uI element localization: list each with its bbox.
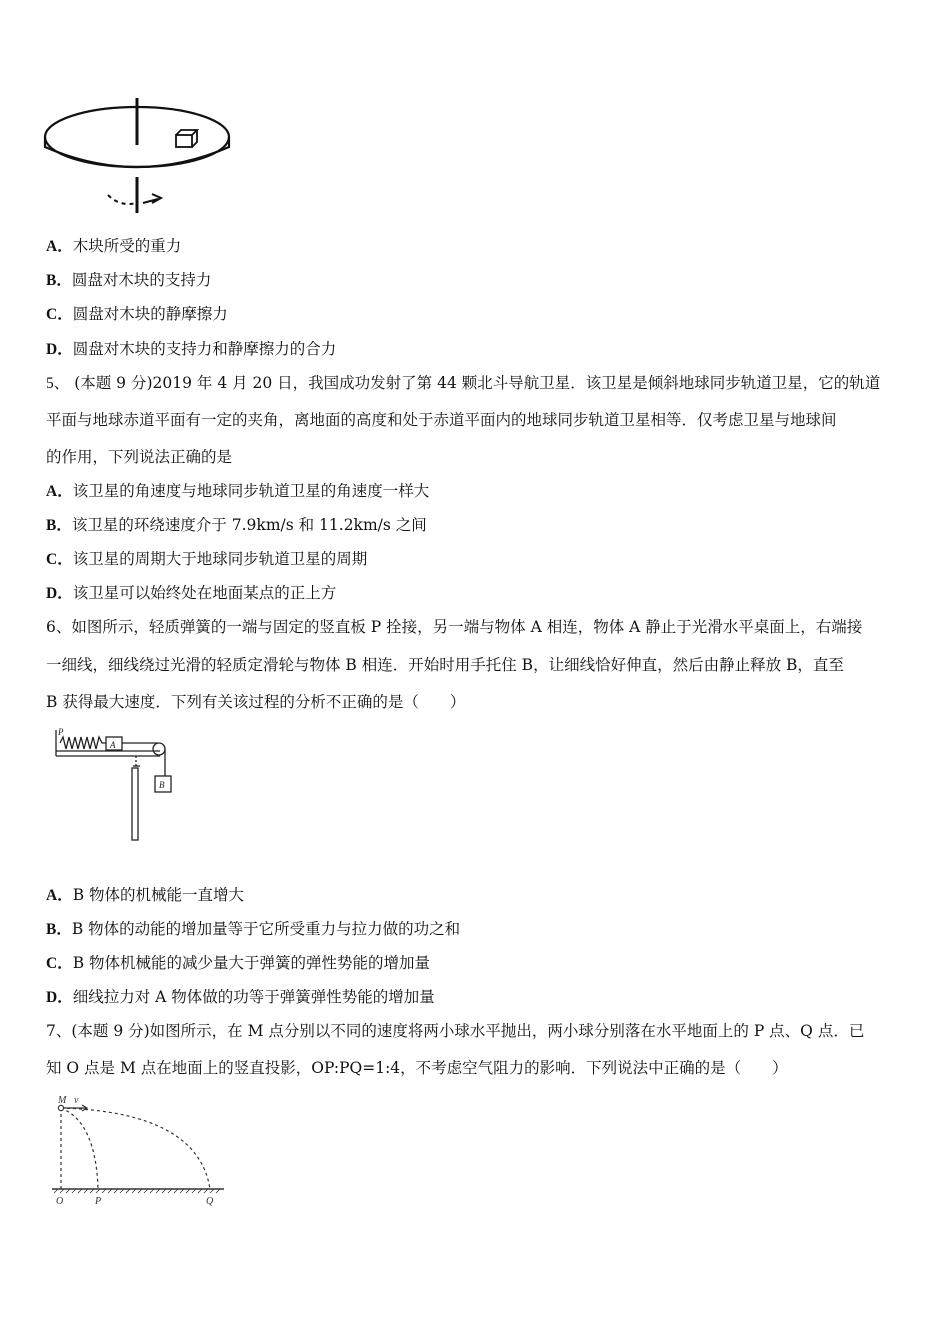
fig7-label-v: v	[74, 1095, 79, 1106]
q6-stem-line-1: 6、如图所示，轻质弹簧的一端与固定的竖直板 P 拴接，另一端与物体 A 相连，物体 A 静止于光滑水平桌面上，右端接	[46, 618, 863, 636]
fig7-label-q: Q	[206, 1196, 214, 1207]
q5-stem-line-1: 5、 (本题 9 分)2019 年 4 月 20 日，我国成功发射了第 44 颗北斗导航卫星．该卫星是倾斜地球同步轨道卫星，它的轨道	[46, 374, 881, 392]
q5-option-a: A．该卫星的角速度与地球同步轨道卫星的角速度一样大	[46, 482, 430, 500]
fig7-label-m: M	[58, 1095, 67, 1106]
fig6-label-a: A	[110, 740, 116, 750]
q4-option-a: A．木块所受的重力	[46, 237, 182, 255]
q7-stem-line-2: 知 O 点是 M 点在地面上的竖直投影，OP:PQ=1:4，不考虑空气阻力的影响．下列说法中正确的是（ ）	[46, 1059, 788, 1077]
fig6-label-b: B	[159, 780, 165, 790]
q5-stem-line-3: 的作用，下列说法正确的是	[46, 448, 233, 466]
q6-option-b: B．B 物体的动能的增加量等于它所受重力与拉力做的功之和	[46, 920, 461, 938]
fig7-label-p: P	[95, 1196, 102, 1207]
fig6-label-p: P	[58, 727, 64, 737]
q5-option-d: D．该卫星可以始终处在地面某点的正上方	[46, 584, 337, 602]
q5-option-b: B．该卫星的环绕速度介于 7.9km/s 和 11.2km/s 之间	[46, 516, 427, 534]
q5-stem-line-2: 平面与地球赤道平面有一定的夹角，离地面的高度和处于赤道平面内的地球同步轨道卫星相等．仅考虑卫星与地球间	[46, 411, 837, 429]
q6-option-a: A．B 物体的机械能一直增大	[46, 886, 245, 904]
q4-option-b: B．圆盘对木块的支持力	[46, 271, 212, 289]
q4-option-d: D．圆盘对木块的支持力和静摩擦力的合力	[46, 340, 337, 358]
q4-option-c: C．圆盘对木块的静摩擦力	[46, 305, 228, 323]
fig7-label-o: O	[56, 1196, 64, 1207]
q6-stem-line-3: B 获得最大速度．下列有关该过程的分析不正确的是（ ）	[46, 693, 466, 711]
figure-spring-pulley	[48, 726, 188, 846]
figure-projectile	[48, 1092, 228, 1212]
figure-rotating-disc	[40, 95, 240, 220]
q5-option-c: C．该卫星的周期大于地球同步轨道卫星的周期	[46, 550, 368, 568]
q6-stem-line-2: 一细线，细线绕过光滑的轻质定滑轮与物体 B 相连．开始时用手托住 B，让细线恰好伸直，然后由静止释放 B，直至	[46, 656, 844, 674]
q7-stem-line-1: 7、(本题 9 分)如图所示，在 M 点分别以不同的速度将两小球水平抛出，两小球分别落在水平地面上的 P 点、Q 点．已	[46, 1022, 865, 1040]
q6-option-d: D．细线拉力对 A 物体做的功等于弹簧弹性势能的增加量	[46, 988, 435, 1006]
q6-option-c: C．B 物体机械能的减少量大于弹簧的弹性势能的增加量	[46, 954, 431, 972]
